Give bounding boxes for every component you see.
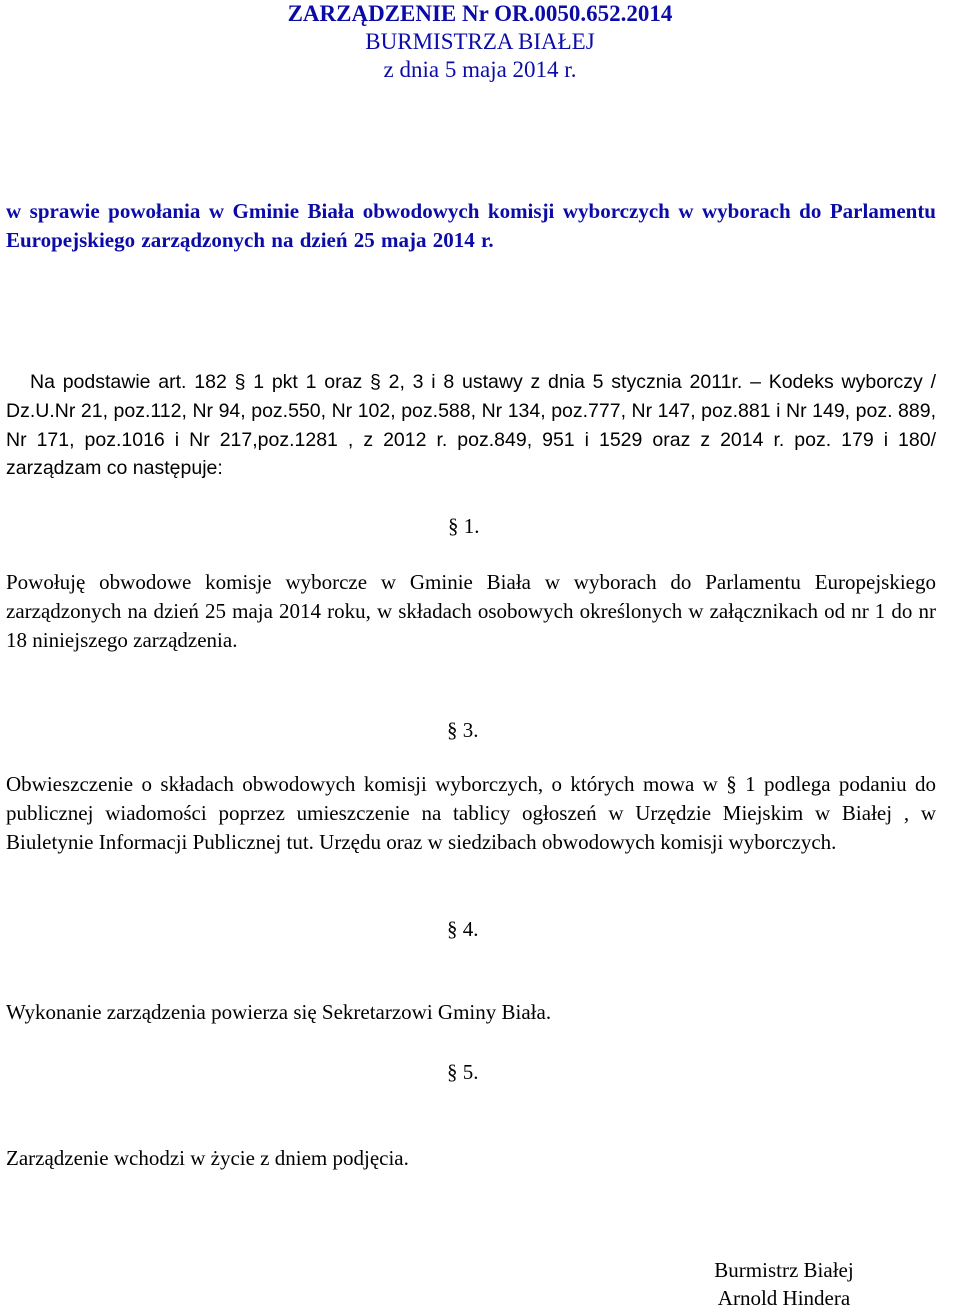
section-5-text: Zarządzenie wchodzi w życie z dniem podjęcia. — [6, 1146, 409, 1170]
signatory-title: Burmistrz Białej — [714, 1258, 854, 1282]
section-3-text: Obwieszczenie o składach obwodowych komisji wyborczych, o których mowa w § 1 podlega podaniu do publicznej wiadomości poprzez umieszczenie na tablicy ogłoszeń w Urzędzie Miejskim w Białej , w Biuletynie Informacji Publicznej tut. Urzędu oraz w siedzibach obwodowych komisji wyborczych. — [6, 772, 936, 854]
legal-basis: Na podstawie art. 182 § 1 pkt 1 oraz § 2, 3 i 8 ustawy z dnia 5 stycznia 2011r. – Kodeks wyborczy / Dz.U.Nr 21, poz.112, Nr 94, poz.550, Nr 102, poz.588, Nr 134, poz.777, Nr 147, poz.881 i Nr 149, poz. 889, Nr 171, poz.1016 i Nr 217,poz.1281 , z 2012 r. poz.849, 951 i 1529 oraz z 2014 r. poz. 179 i 180/ zarządzam co następuje: — [6, 371, 936, 480]
issue-date: z dnia 5 maja 2014 r. — [383, 57, 577, 82]
document-header — [200, 0, 760, 84]
section-1-text: Powołuję obwodowe komisje wyborcze w Gminie Biała w wyborach do Parlamentu Europejskiego zarządzonych na dzień 25 maja 2014 roku, w składach osobowych określonych w załącznikach od nr 1 do nr 18 niniejszego zarządzenia. — [6, 570, 936, 652]
signature-block — [694, 1256, 874, 1312]
section-mark-3: § 3. — [447, 718, 479, 742]
ordinance-subject: w sprawie powołania w Gminie Biała obwodowych komisji wyborczych w wyborach do Parlamentu Europejskiego zarządzonych na dzień 25 maja 2014 r. — [6, 199, 936, 252]
signatory-name: Arnold Hindera — [717, 1286, 851, 1310]
section-mark-4: § 4. — [447, 917, 479, 941]
ordinance-number: ZARZĄDZENIE Nr OR.0050.652.2014 — [287, 1, 673, 26]
section-mark-5: § 5. — [447, 1060, 479, 1084]
section-mark-1: § 1. — [448, 514, 480, 538]
issuer: BURMISTRZA BIAŁEJ — [365, 29, 595, 54]
section-4-text: Wykonanie zarządzenia powierza się Sekretarzowi Gminy Biała. — [6, 1000, 552, 1024]
